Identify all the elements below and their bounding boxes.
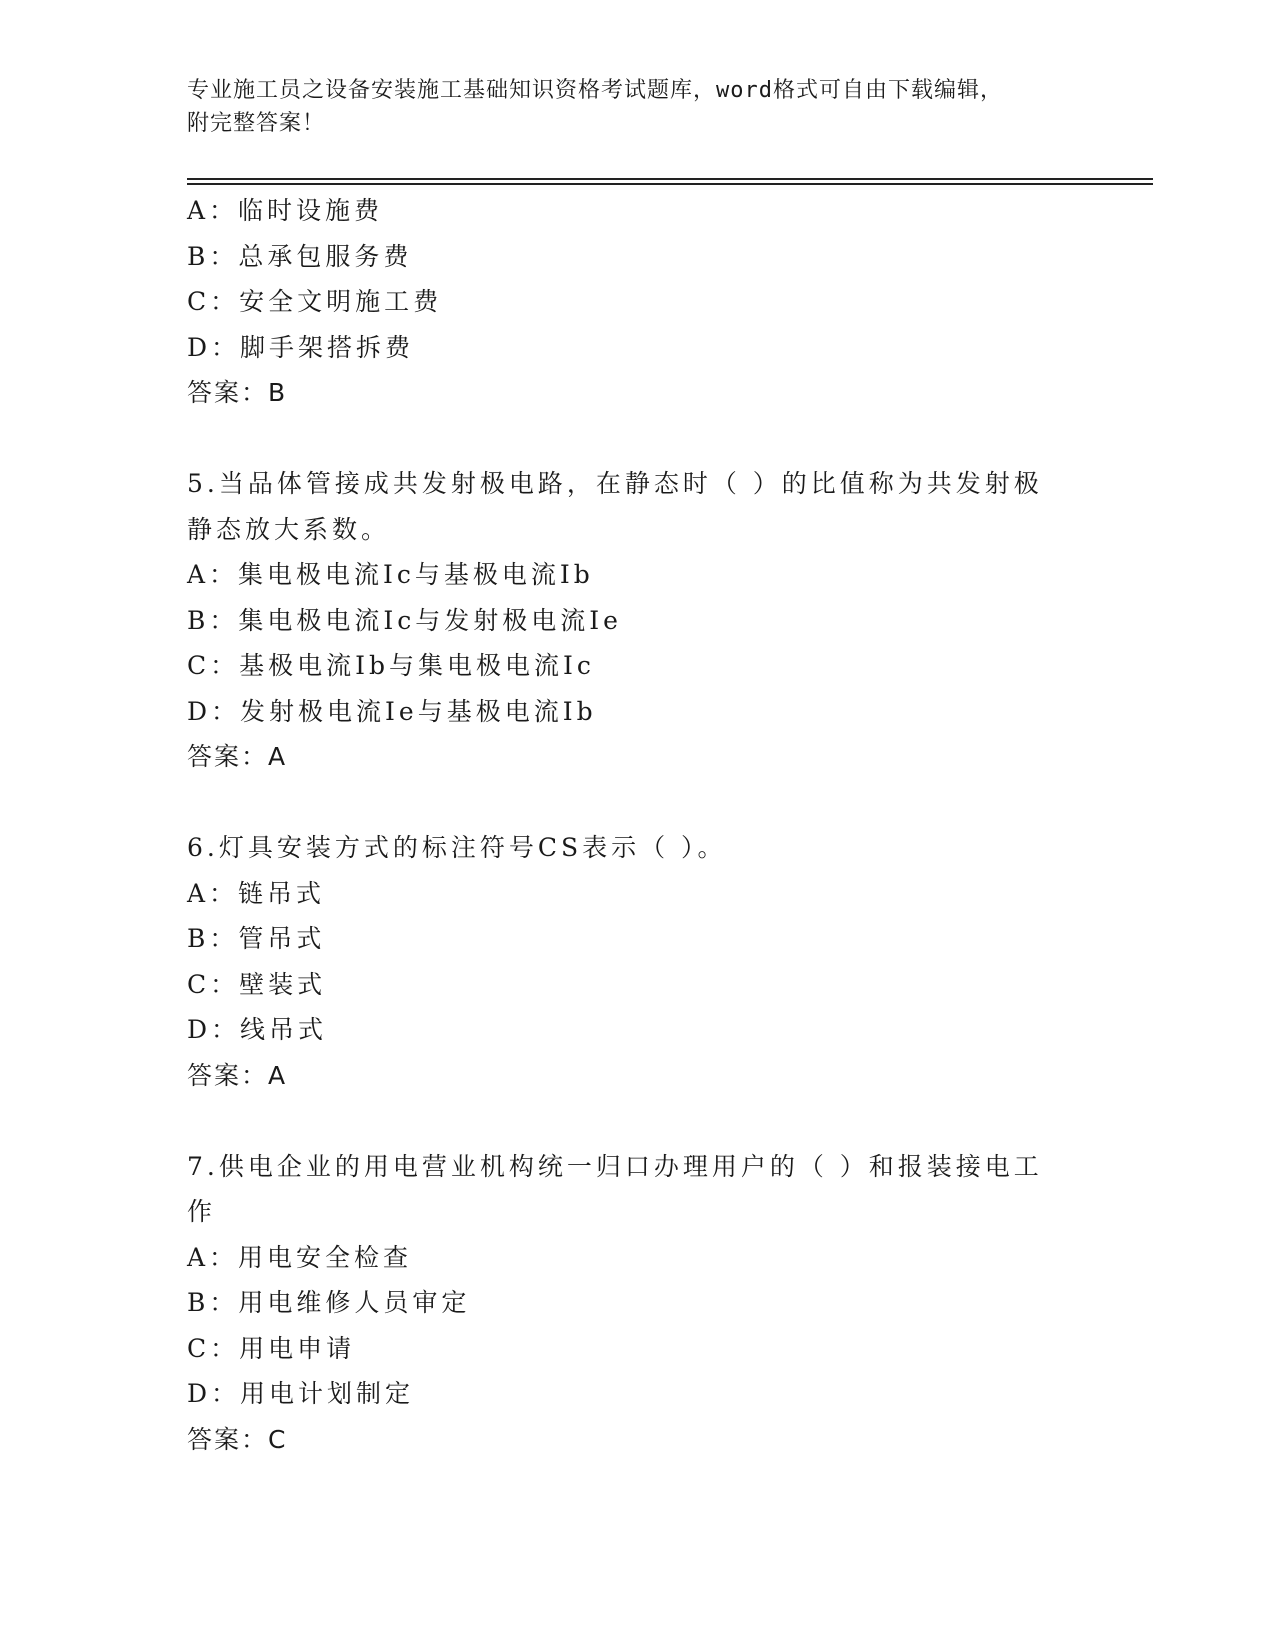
header-line-2: 附完整答案！ xyxy=(187,111,326,136)
option-b: B：集电极电流Ic与发射极电流Ie xyxy=(187,605,622,635)
option-a: A：集电极电流Ic与基极电流Ib xyxy=(187,560,594,589)
question-list xyxy=(187,188,1087,1462)
option-d: D：脚手架搭拆费 xyxy=(187,332,415,362)
answer-line: 答案：A xyxy=(187,742,288,771)
option-a: A：临时设施费 xyxy=(187,196,384,225)
header-line-1: 专业施工员之设备安装施工基础知识资格考试题库，word格式可自由下载编辑， xyxy=(187,78,1003,103)
question-6-block xyxy=(187,825,1087,1098)
option-d: D：用电计划制定 xyxy=(187,1379,415,1408)
option-b: B：总承包服务费 xyxy=(187,241,413,271)
option-a: A：链吊式 xyxy=(187,878,326,908)
option-b: B：用电维修人员审定 xyxy=(187,1288,471,1317)
option-d: D：发射极电流Ie与基极电流Ib xyxy=(187,696,597,726)
question-text: 7.供电企业的用电营业机构统一归口办理用户的（ ）和报装接电工作 xyxy=(187,1151,1043,1226)
question-4-block xyxy=(187,188,1087,416)
question-7-block xyxy=(187,1144,1087,1463)
spacer xyxy=(187,416,1087,462)
option-c: C：安全文明施工费 xyxy=(187,287,443,316)
spacer xyxy=(187,1098,1087,1144)
option-b: B：管吊式 xyxy=(187,924,326,953)
question-5-block xyxy=(187,461,1087,780)
header-divider-bottom xyxy=(187,183,1153,185)
option-d: D：线吊式 xyxy=(187,1015,328,1044)
option-c: C：基极电流Ib与集电极电流Ic xyxy=(187,651,595,680)
question-text: 5.当品体管接成共发射极电路，在静态时（ ）的比值称为共发射极静态放大系数。 xyxy=(187,469,1043,544)
header-divider-top xyxy=(187,178,1153,180)
spacer xyxy=(187,780,1087,826)
answer-line: 答案：C xyxy=(187,1424,288,1454)
document-header xyxy=(187,74,1087,140)
option-c: C：用电申请 xyxy=(187,1333,356,1363)
question-text: 6.灯具安装方式的标注符号CS表示（ ）。 xyxy=(187,833,727,862)
answer-line: 答案：A xyxy=(187,1060,288,1090)
answer-line: 答案：B xyxy=(187,378,288,407)
option-a: A：用电安全检查 xyxy=(187,1242,413,1272)
option-c: C：壁装式 xyxy=(187,969,327,999)
